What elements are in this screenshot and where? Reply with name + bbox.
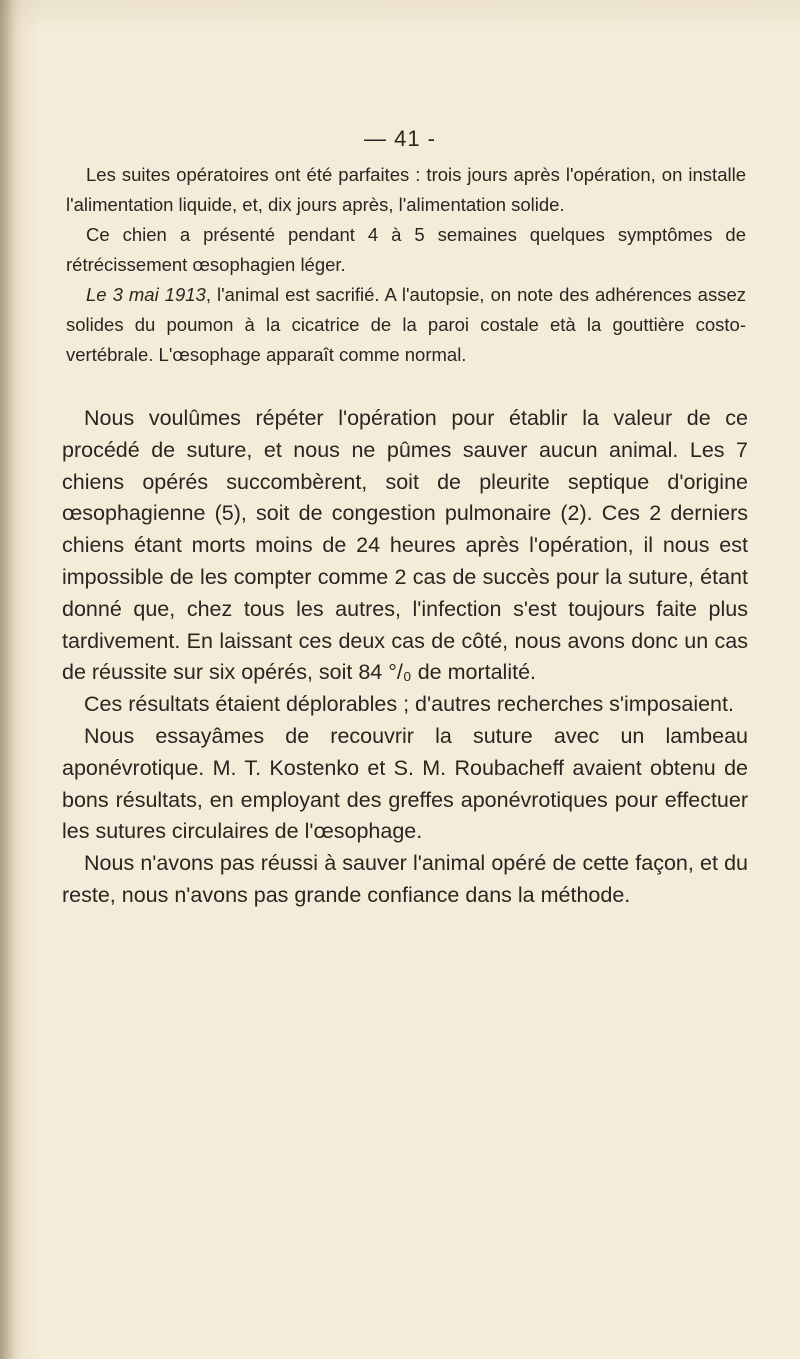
paragraph-conclusion: Nous n'avons pas réussi à sauver l'animal opéré de cette façon, et du reste, nous n'avons pas grande confiance dans la méthode. — [62, 851, 748, 907]
sacrifice-date: Le 3 mai 1913 — [86, 284, 206, 305]
paragraph-aponeurotic-flap: Nous essayâmes de recouvrir la suture avec un lambeau aponévrotique. M. T. Kostenko et S. M. Roubacheff avaient obtenu de bons résultats, en employant des greffes aponévrotiques pour effectuer les sutures circulaires de l'œsophage. — [62, 723, 748, 844]
surgery-followup-section — [66, 160, 746, 370]
paragraph-repeat-results: Nous voulûmes répéter l'opération pour établir la valeur de ce procédé de suture, et nous ne pûmes sauver aucun animal. Les 7 chiens opérés succombèrent, soit de pleurite septique d'origine œsophagienne (5), soit de congestion pulmonaire (2). Ces 2 derniers chiens étant morts moins de 24 heures après l'opération, il nous est impossible de les compter comme 2 cas de succès pour la suture, étant donné que, chez tous les autres, l'infection s'est toujours faite plus tardivement. En laissant ces deux cas de côté, nous avons donc un cas de réussite sur six opérés, soit 84 °/₀ de mortalité. — [62, 406, 748, 685]
page-binding-shadow — [0, 0, 22, 1359]
paragraph-deplorable: Ces résultats étaient déplorables ; d'autres recherches s'imposaient. — [84, 692, 734, 717]
paragraph-postoperative: Les suites opératoires ont été parfaites : trois jours après l'opération, on installe l'alimentation liquide, et, dix jours après, l'alimentation solide. — [66, 164, 746, 215]
paragraph-symptoms: Ce chien a présenté pendant 4 à 5 semaines quelques symptômes de rétrécissement œsophagien léger. — [66, 224, 746, 275]
autopsy-text: , l'animal est sacrifié. A l'autopsie, on note des adhérences assez solides du poumon à la cicatrice de la paroi costale età la gouttière costo-vertébrale. L'œsophage apparaît comme normal. — [66, 284, 746, 365]
repeat-operation-section — [62, 403, 748, 912]
page-number: — 41 - — [363, 126, 437, 151]
paragraph-autopsy — [66, 280, 746, 370]
